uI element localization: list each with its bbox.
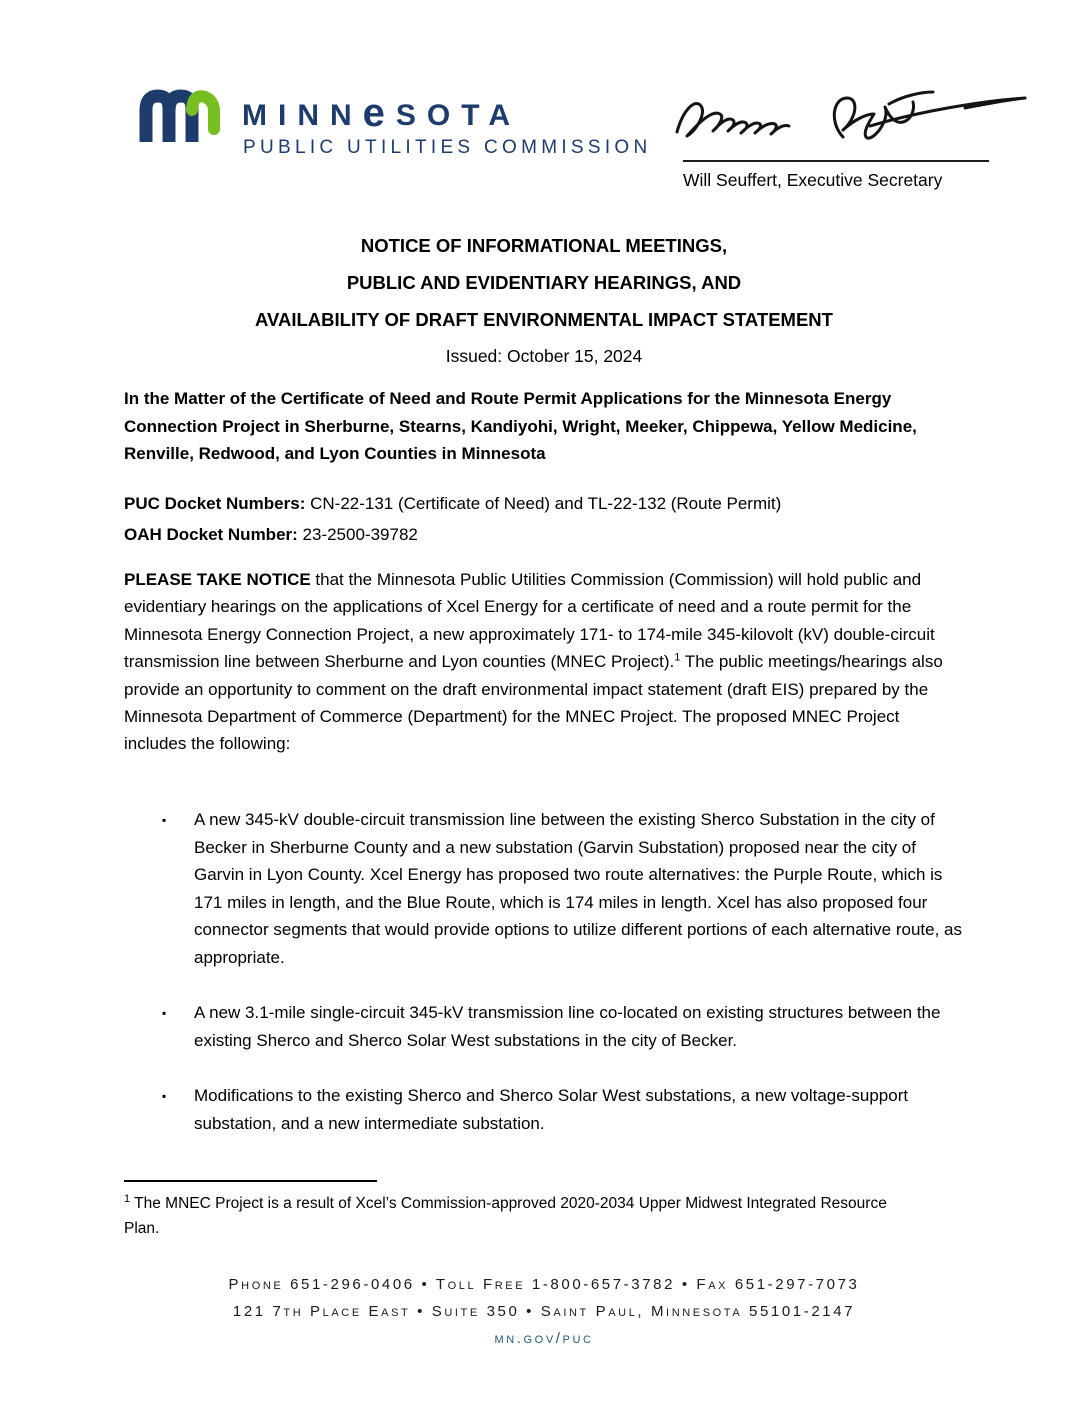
signature-image (665, 80, 1040, 163)
footnote-text-line (124, 1191, 906, 1241)
title-block (0, 227, 1088, 375)
footnote-text: The MNEC Project is a result of Xcel’s Commission-approved 2020-2034 Upper Midwest Integrated Resource Plan. (124, 1195, 887, 1237)
square-bullet-icon: ▪ (162, 1006, 167, 1020)
puc-docket-line (124, 489, 960, 520)
footnote (124, 1180, 906, 1241)
notice-lead-in: PLEASE TAKE NOTICE (124, 570, 311, 589)
oah-docket-label: OAH Docket Number: (124, 524, 298, 544)
brand-name-e: e (362, 91, 396, 135)
list-item (124, 1082, 970, 1137)
footer-address-line: 121 7th Place East • Suite 350 • Saint Paul, Minnesota 55101-2147 (232, 1303, 856, 1320)
brand-tagline: PUBLIC UTILITIES COMMISSION (243, 137, 652, 158)
footnote-reference: 1 (674, 651, 681, 664)
square-bullet-icon: ▪ (162, 1089, 167, 1103)
brand-name-post: SOTA (395, 99, 522, 132)
notice-body-1: that the Minnesota Public Utilities Commission (Commission) will hold public and evidentiary hearings on the applications of Xcel Energy for a certificate of need and a route permit for the Minnesota Energy Connection Project, a new approximately 171- to 174-mile 345-kilovolt (kV) double-circuit transmission line between Sherburne and Lyon counties (MNEC Project). (124, 570, 935, 672)
footer-website-link[interactable]: mn.gov/puc (494, 1330, 594, 1347)
list-item-text: A new 345-kV double-circuit transmission line between the existing Sherco Substation in the city of Becker in Sherburne County and a new substation (Garvin Substation) proposed near the city of Garvin in Lyon County. Xcel Energy has proposed two route alternatives: the Purple Route, which is 171 miles in length, and the Blue Route, which is 174 miles in length. Xcel has also proposed four connector segments that would provide options to utilize different portions of each alternative route, as appropriate. (194, 810, 962, 967)
notice-paragraph (124, 566, 964, 758)
docket-numbers (124, 489, 960, 550)
square-bullet-icon: ▪ (162, 813, 167, 827)
signature-line (683, 160, 989, 162)
list-item (124, 999, 970, 1054)
matter-caption: In the Matter of the Certificate of Need and Route Permit Applications for the Minnesota Energy Connection Project in Sherburne, Stearns, Kandiyohi, Wright, Meeker, Chippewa, Yellow Medicine, Renville, Redwood, and Lyon Counties in Minnesota (124, 389, 917, 463)
list-item-text: A new 3.1-mile single-circuit 345-kV transmission line co-located on existing structures between the existing Sherco and Sherco Solar West substations in the city of Becker. (194, 1003, 941, 1050)
document-title-line-1: NOTICE OF INFORMATIONAL MEETINGS, (360, 235, 728, 256)
footer-contact-line: Phone 651-296-0406 • Toll Free 1-800-657-3782 • Fax 651-297-7073 (228, 1276, 860, 1293)
list-item-text: Modifications to the existing Sherco and Sherco Solar West substations, a new voltage-support substation, and a new intermediate substation. (194, 1086, 909, 1133)
mn-state-logo-icon (138, 84, 222, 147)
brand-name (242, 91, 522, 135)
project-components-list (124, 806, 970, 1165)
brand-name-pre: MINN (242, 99, 363, 132)
signature-caption: Will Seuffert, Executive Secretary (683, 170, 943, 190)
oah-docket-line (124, 520, 960, 551)
document-title-line-2: PUBLIC AND EVIDENTIARY HEARINGS, AND (346, 272, 742, 293)
footnote-separator (124, 1180, 377, 1182)
notice-body-2: The public meetings/hearings also provide an opportunity to comment on the draft environmental impact statement (draft EIS) prepared by the Minnesota Department of Commerce (Department) for the MNEC Project. The proposed MNEC Project includes the following: (124, 652, 943, 754)
puc-docket-label: PUC Docket Numbers: (124, 494, 306, 513)
oah-docket-value: 23-2500-39782 (297, 524, 418, 544)
document-title-line-3: AVAILABILITY OF DRAFT ENVIRONMENTAL IMPACT STATEMENT (255, 309, 833, 330)
page-footer (0, 1271, 1088, 1352)
puc-docket-value: CN-22-131 (Certificate of Need) and TL-22-132 (Route Permit) (305, 494, 782, 513)
list-item (124, 806, 970, 971)
issued-date: Issued: October 15, 2024 (445, 346, 643, 366)
footnote-marker: 1 (124, 1192, 131, 1205)
